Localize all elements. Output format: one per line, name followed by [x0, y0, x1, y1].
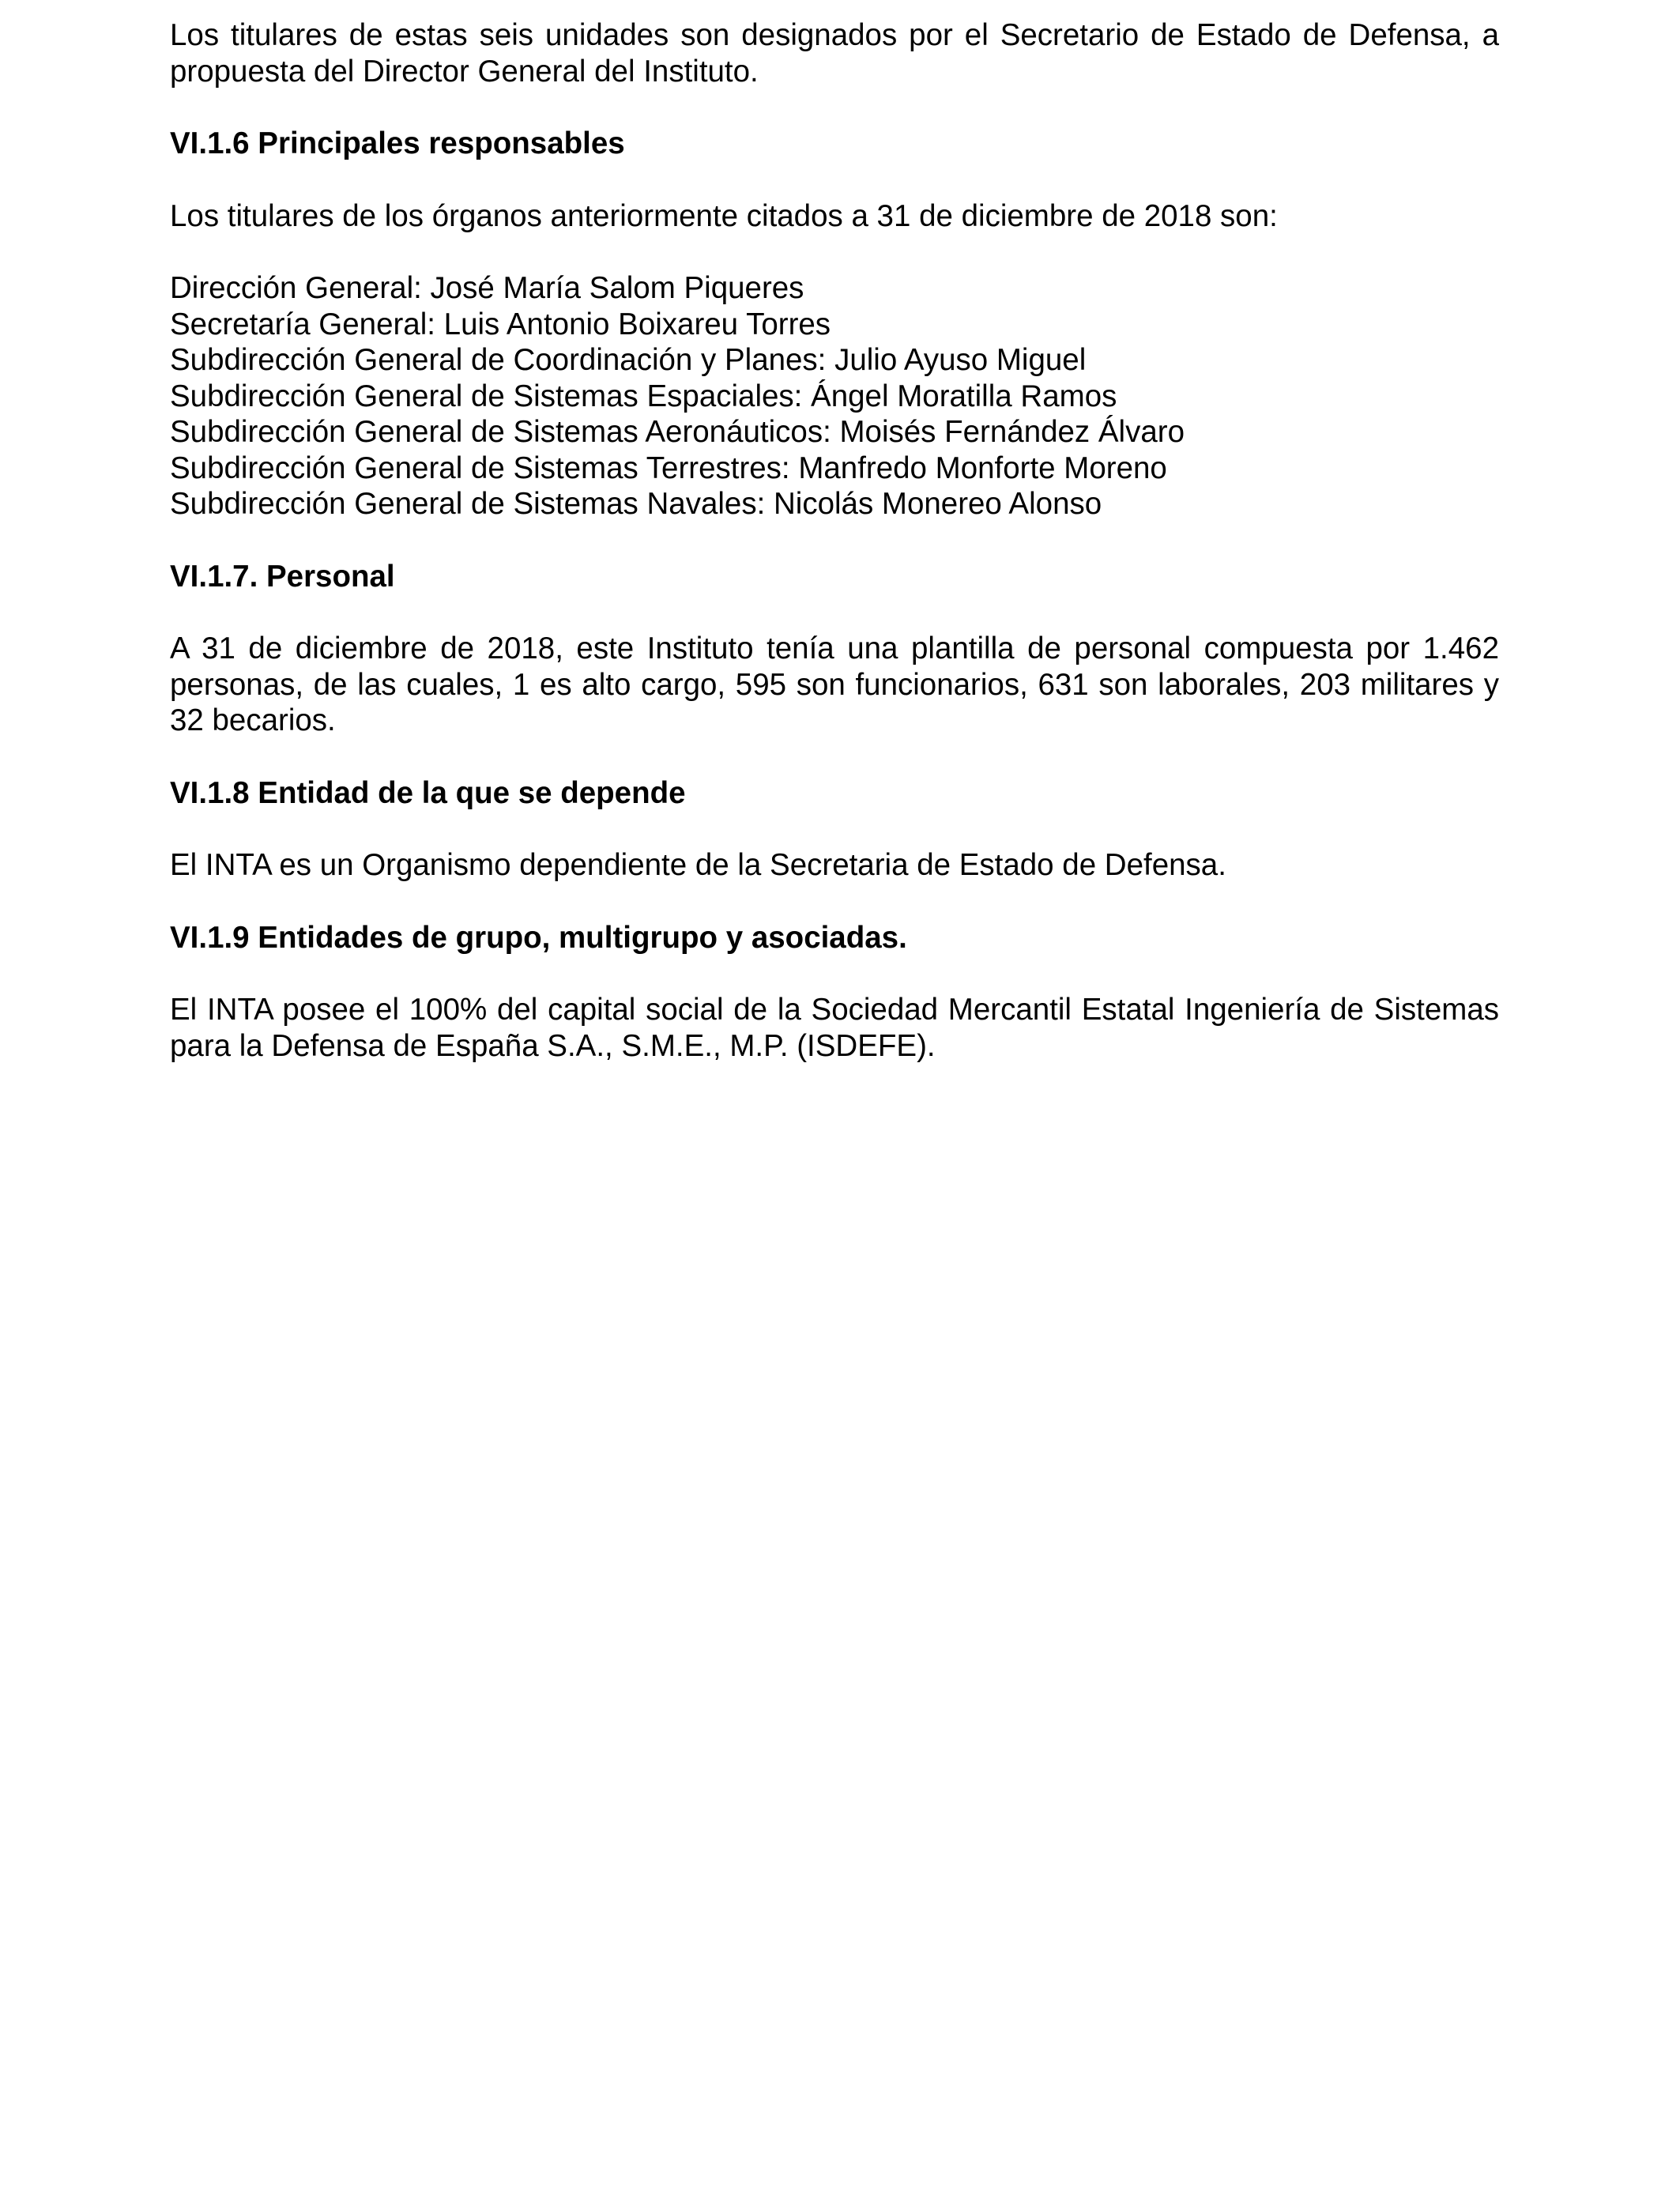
list-item: Subdirección General de Coordinación y Planes: Julio Ayuso Miguel — [170, 343, 1087, 377]
entidad-paragraph: El INTA es un Organismo dependiente de la Secretaria de Estado de Defensa. — [170, 848, 1226, 882]
list-item: Subdirección General de Sistemas Terrestres: Manfredo Monforte Moreno — [170, 450, 1167, 485]
list-item: Subdirección General de Sistemas Navales: Nicolás Monereo Alonso — [170, 487, 1102, 521]
responsables-lead-paragraph: Los titulares de los órganos anteriormente citados a 31 de diciembre de 2018 son: — [170, 198, 1278, 233]
intro-paragraph: Los titulares de estas seis unidades son designados por el Secretario de Estado de Defensa, a propuesta del Director General del Instituto. — [170, 18, 1499, 89]
director-general-line: Dirección General: José María Salom Piqueres — [170, 271, 804, 305]
heading-principales-responsables: VI.1.6 Principales responsables — [170, 126, 625, 160]
personal-paragraph: A 31 de diciembre de 2018, este Instituto tenía una plantilla de personal compuesta por 1.462 personas, de las cuales, 1 es alto cargo, 595 son funcionarios, 631 son laborales, 203 militares y 32 becarios. — [170, 631, 1499, 737]
list-item: Secretaría General: Luis Antonio Boixareu Torres — [170, 307, 831, 341]
list-item: Subdirección General de Sistemas Espaciales: Ángel Moratilla Ramos — [170, 379, 1117, 413]
list-item: Subdirección General de Sistemas Aeronáuticos: Moisés Fernández Álvaro — [170, 415, 1185, 449]
entidades-grupo-paragraph: El INTA posee el 100% del capital social de la Sociedad Mercantil Estatal Ingeniería de Sistemas para la Defensa de España S.A., S.M.E., M.P. (ISDEFE). — [170, 993, 1499, 1063]
document-page — [170, 17, 1499, 1064]
heading-entidades-grupo: VI.1.9 Entidades de grupo, multigrupo y asociadas. — [170, 920, 907, 955]
heading-entidad-dependencia: VI.1.8 Entidad de la que se depende — [170, 775, 686, 810]
titulares-list — [170, 307, 1499, 522]
heading-personal: VI.1.7. Personal — [170, 559, 395, 594]
